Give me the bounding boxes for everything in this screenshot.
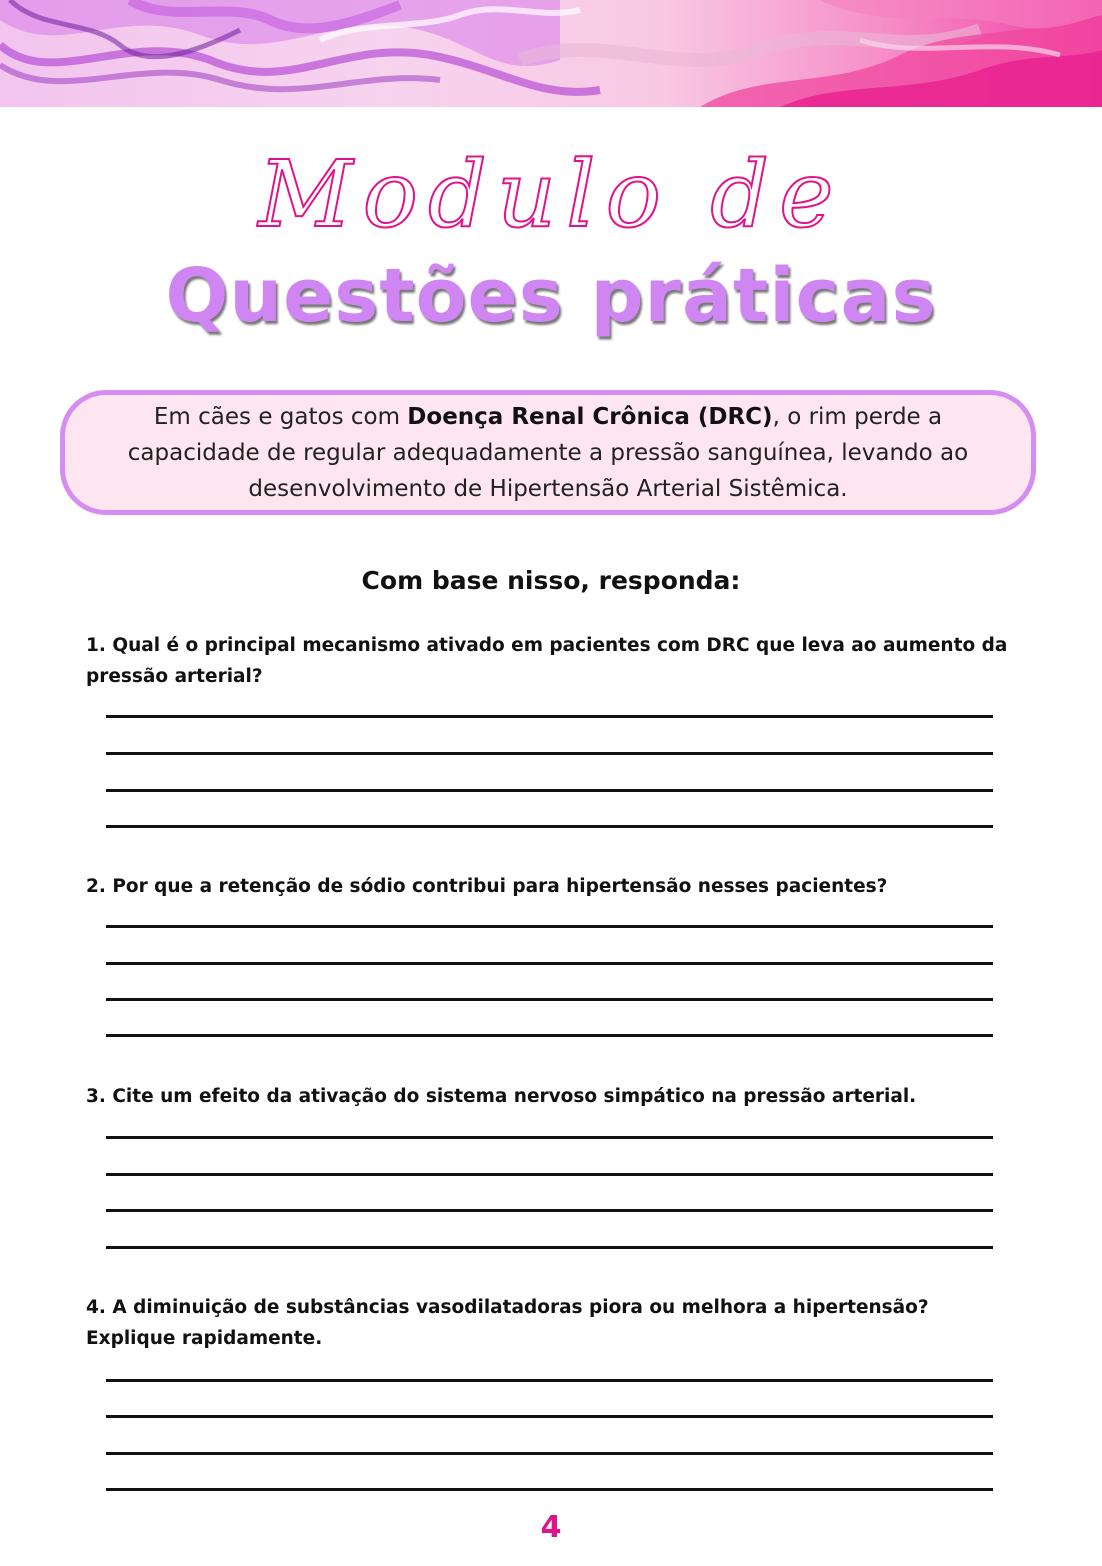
marble-pattern-image [0,0,1102,107]
answer-line[interactable] [106,789,993,792]
answer-line[interactable] [106,925,993,928]
intro-paragraph [87,399,1009,507]
intro-text-bold: Doença Renal Crônica (DRC) [407,403,773,430]
answer-line[interactable] [106,825,993,828]
answer-line[interactable] [106,1488,993,1491]
answer-line[interactable] [106,998,993,1001]
decorative-banner [0,0,1102,107]
answer-line[interactable] [106,715,993,718]
answer-line[interactable] [106,1173,993,1176]
question-1: 1. Qual é o principal mecanismo ativado em pacientes com DRC que leva ao aumento da pressão arterial? [86,635,1008,687]
answer-line[interactable] [106,962,993,965]
answer-line[interactable] [106,1246,993,1249]
answer-line[interactable] [106,1379,993,1382]
script-title: Modulo de [258,141,844,248]
page-number: 4 [540,1510,562,1545]
answer-line[interactable] [106,1209,993,1212]
intro-text-box [60,390,1036,515]
question-4: 4. A diminuição de substâncias vasodilatadoras piora ou melhora a hipertensão? Explique rapidamente. [86,1297,929,1349]
answer-line[interactable] [106,1136,993,1139]
intro-text-end: , o rim perde a capacidade de regular adequadamente a pressão sanguínea, levando ao desenvolvimento de Hipertensão Arterial Sistêmica. [127,403,969,502]
answer-line[interactable] [106,1415,993,1418]
section-subheading: Com base nisso, responda: [361,566,741,595]
answer-line[interactable] [106,1452,993,1455]
answer-line[interactable] [106,1034,993,1037]
answer-line[interactable] [106,752,993,755]
main-title: Questões práticas [165,253,937,339]
question-3: 3. Cite um efeito da ativação do sistema nervoso simpático na pressão arterial. [86,1086,917,1107]
question-2: 2. Por que a retenção de sódio contribui para hipertensão nesses pacientes? [86,876,888,897]
intro-text-start: Em cães e gatos com [153,403,408,430]
